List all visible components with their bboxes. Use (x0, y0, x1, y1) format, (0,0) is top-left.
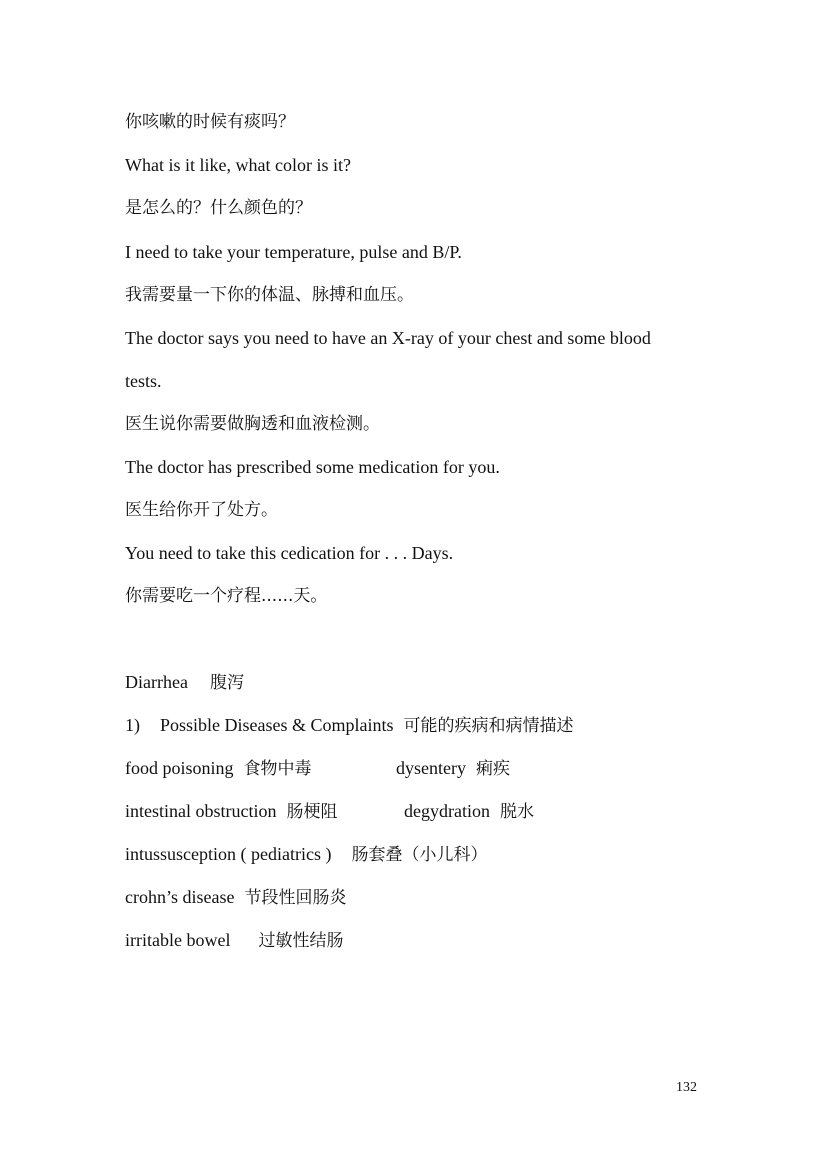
term-zh: 食物中毒 (243, 759, 312, 779)
term-en-second: dysentery 痢疾 (396, 758, 510, 779)
text-line-zh: 是怎么的？什么颜色的？ (125, 198, 312, 218)
section-title-zh: 腹泻 (209, 673, 244, 693)
term-en: intestinal obstruction (125, 801, 277, 821)
term-row (125, 800, 565, 823)
text-line-zh: 你咳嗽的时候有痰吗？ (125, 112, 295, 132)
term-row (125, 929, 343, 952)
text-line-zh: 医生给你开了处方。 (125, 500, 278, 520)
text-line-zh: 医生说你需要做胸透和血液检测。 (125, 414, 380, 434)
term-zh: 肠套叠（小儿科） (351, 845, 488, 865)
term-en: intussusception ( pediatrics ) (125, 844, 332, 864)
term-row (125, 757, 545, 780)
text-line-en: You need to take this cedication for . . . Days. (125, 543, 454, 563)
text-line-en: What is it like, what color is it? (125, 155, 351, 175)
subheading-number: 1) (125, 715, 140, 735)
page-number: 132 (676, 1080, 697, 1095)
term-zh: 肠梗阻 (286, 802, 338, 822)
term-en: food poisoning (125, 758, 234, 778)
section-title-en: Diarrhea (125, 672, 188, 692)
subheading-en: Possible Diseases & Complaints (160, 715, 394, 735)
term-zh: 节段性回肠炎 (244, 888, 347, 908)
section-title (125, 671, 244, 694)
text-line-en: I need to take your temperature, pulse and B/P. (125, 242, 462, 262)
term-en-second: degydration 脱水 (404, 801, 534, 822)
text-line-zh: 我需要量一下你的体温、脉搏和血压。 (125, 285, 414, 305)
term-zh: 过敏性结肠 (258, 931, 344, 951)
text-line-en: The doctor has prescribed some medication for you. (125, 457, 500, 477)
text-line-en: tests. (125, 371, 162, 391)
subheading (125, 714, 574, 737)
term-row (125, 843, 487, 866)
text-line-en: The doctor says you need to have an X-ray of your chest and some blood (125, 328, 651, 348)
term-row (125, 886, 346, 909)
text-line-zh: 你需要吃一个疗程......天。 (125, 586, 328, 606)
term-en: crohn’s disease (125, 887, 235, 907)
term-en: irritable bowel (125, 930, 231, 950)
subheading-zh: 可能的疾病和病情描述 (403, 716, 574, 736)
